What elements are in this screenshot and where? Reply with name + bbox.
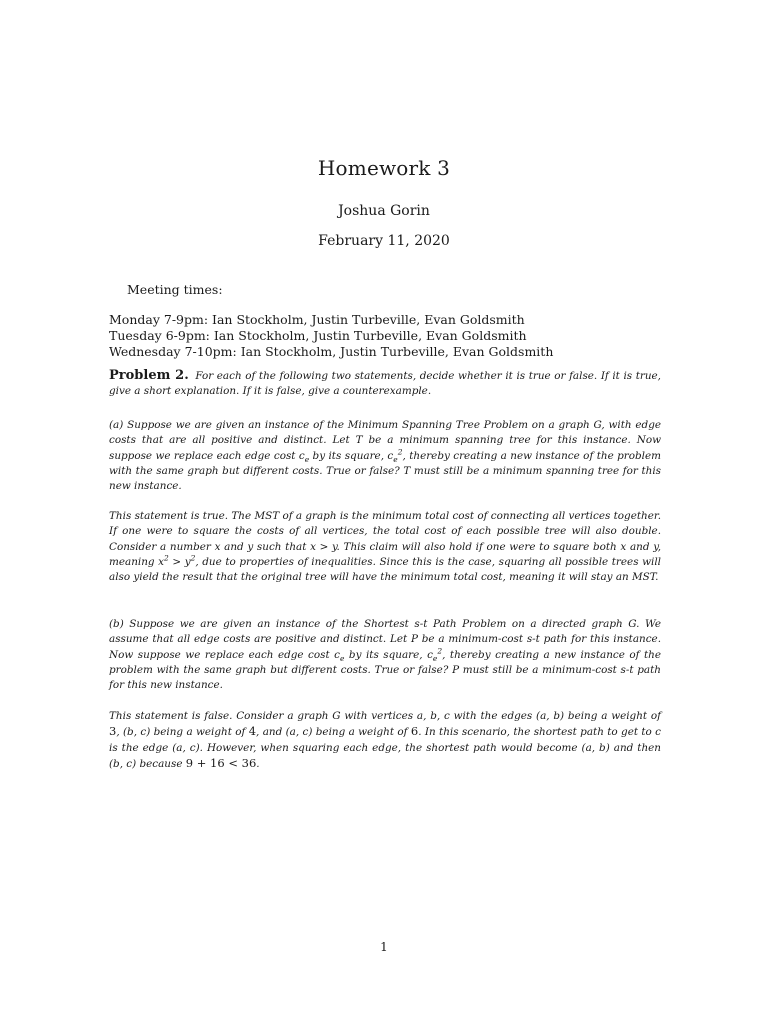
part-a-text-3: , thereby creating a new instance of the problem with the same graph but different costs. True or false? T must still be a minimum spanning tree for this new instance. — [109, 449, 661, 493]
part-a-answer — [109, 509, 661, 585]
document-date: February 11, 2020 — [318, 233, 450, 249]
answer-b-inequality: 9 + 16 < 36 — [185, 755, 257, 770]
part-b-text-1: (b) Suppose we are given an instance of the Shortest s-t Path Problem on a directed graph G. We assume that all edge costs are positive and distinct. Let P be a minimum-cost s-t path for this instance. Now suppose we replace each edge cost c — [109, 618, 661, 661]
answer-b-text-1: This statement is false. Consider a graph G with vertices a, b, c with the edges (a, b) being a weight of — [109, 710, 661, 722]
meeting-line-tuesday: Tuesday 6-9pm: Ian Stockholm, Justin Turbeville, Evan Goldsmith — [109, 328, 527, 343]
problem-heading: Problem 2. — [109, 368, 189, 383]
part-a-text-2: by its square, c — [309, 449, 394, 462]
part-b-text-3: , thereby creating a new instance of the problem with the same graph but different costs. True or false? P must still be a minimum-cost s-t path for this new instance. — [109, 648, 661, 692]
part-a-question — [109, 418, 661, 494]
part-b-superscript-2: 2 — [437, 646, 443, 656]
problem-intro: For each of the following two statements, decide whether it is true or false. If it is true, give a short explanation. If it is false, give a counterexample. — [109, 370, 661, 398]
problem-statement — [109, 368, 661, 400]
answer-b-weight-2: 4 — [248, 724, 257, 739]
page-number: 1 — [380, 940, 388, 954]
part-a-text-1: (a) Suppose we are given an instance of the Minimum Spanning Tree Problem on a graph G, with edge costs that are all positive and distinct. Let T be a minimum spanning tree for this instance. Now suppose we replace each edge cost c — [109, 419, 661, 462]
part-a-subscript-2: e — [393, 454, 398, 464]
part-b-subscript-1: e — [339, 653, 345, 663]
answer-b-text-2: , (b, c) being a weight of — [116, 726, 249, 739]
answer-b-weight-1: 3 — [109, 724, 117, 739]
answer-b-text-3: , and (a, c) being a weight of — [256, 726, 411, 739]
meeting-times-label: Meeting times: — [127, 282, 223, 297]
part-b-answer — [109, 709, 661, 772]
part-b-text-2: by its square, c — [344, 648, 433, 661]
meeting-line-wednesday: Wednesday 7-10pm: Ian Stockholm, Justin Turbeville, Evan Goldsmith — [109, 344, 554, 359]
meeting-line-monday: Monday 7-9pm: Ian Stockholm, Justin Turbeville, Evan Goldsmith — [109, 312, 525, 327]
meeting-times-list — [109, 312, 669, 360]
part-a-subscript-1: e — [304, 454, 310, 464]
answer-b-text-4: . In this scenario, the shortest path to get to c is the edge (a, c). However, when squaring each edge, the shortest path would become (a, b) and then (b, c) because — [109, 726, 661, 770]
part-a-superscript-2: 2 — [397, 447, 403, 457]
answer-a-superscript-1: 2 — [164, 553, 169, 563]
answer-a-superscript-2: 2 — [190, 553, 196, 563]
answer-b-text-5: . — [256, 757, 260, 770]
answer-a-text-1: This statement is true. The MST of a graph is the minimum total cost of connecting all vertices together. If one were to square the costs of all vertices, the total cost of each possible tree will also double. Consider a number x and y such that x > y. This claim will also hold if one were to square both x and y, meaning x — [109, 510, 661, 568]
answer-a-text-3: , due to properties of inequalities. Since this is the case, squaring all possible trees will also yield the result that the original tree will have the minimum total cost, meaning it will stay an MST. — [109, 555, 661, 584]
part-b-question — [109, 617, 661, 693]
part-b-subscript-2: e — [432, 653, 438, 663]
answer-a-text-2: > y — [168, 555, 191, 568]
document-title: Homework 3 — [317, 156, 451, 180]
author-name: Joshua Gorin — [338, 203, 430, 219]
answer-b-weight-3: 6 — [410, 724, 419, 739]
